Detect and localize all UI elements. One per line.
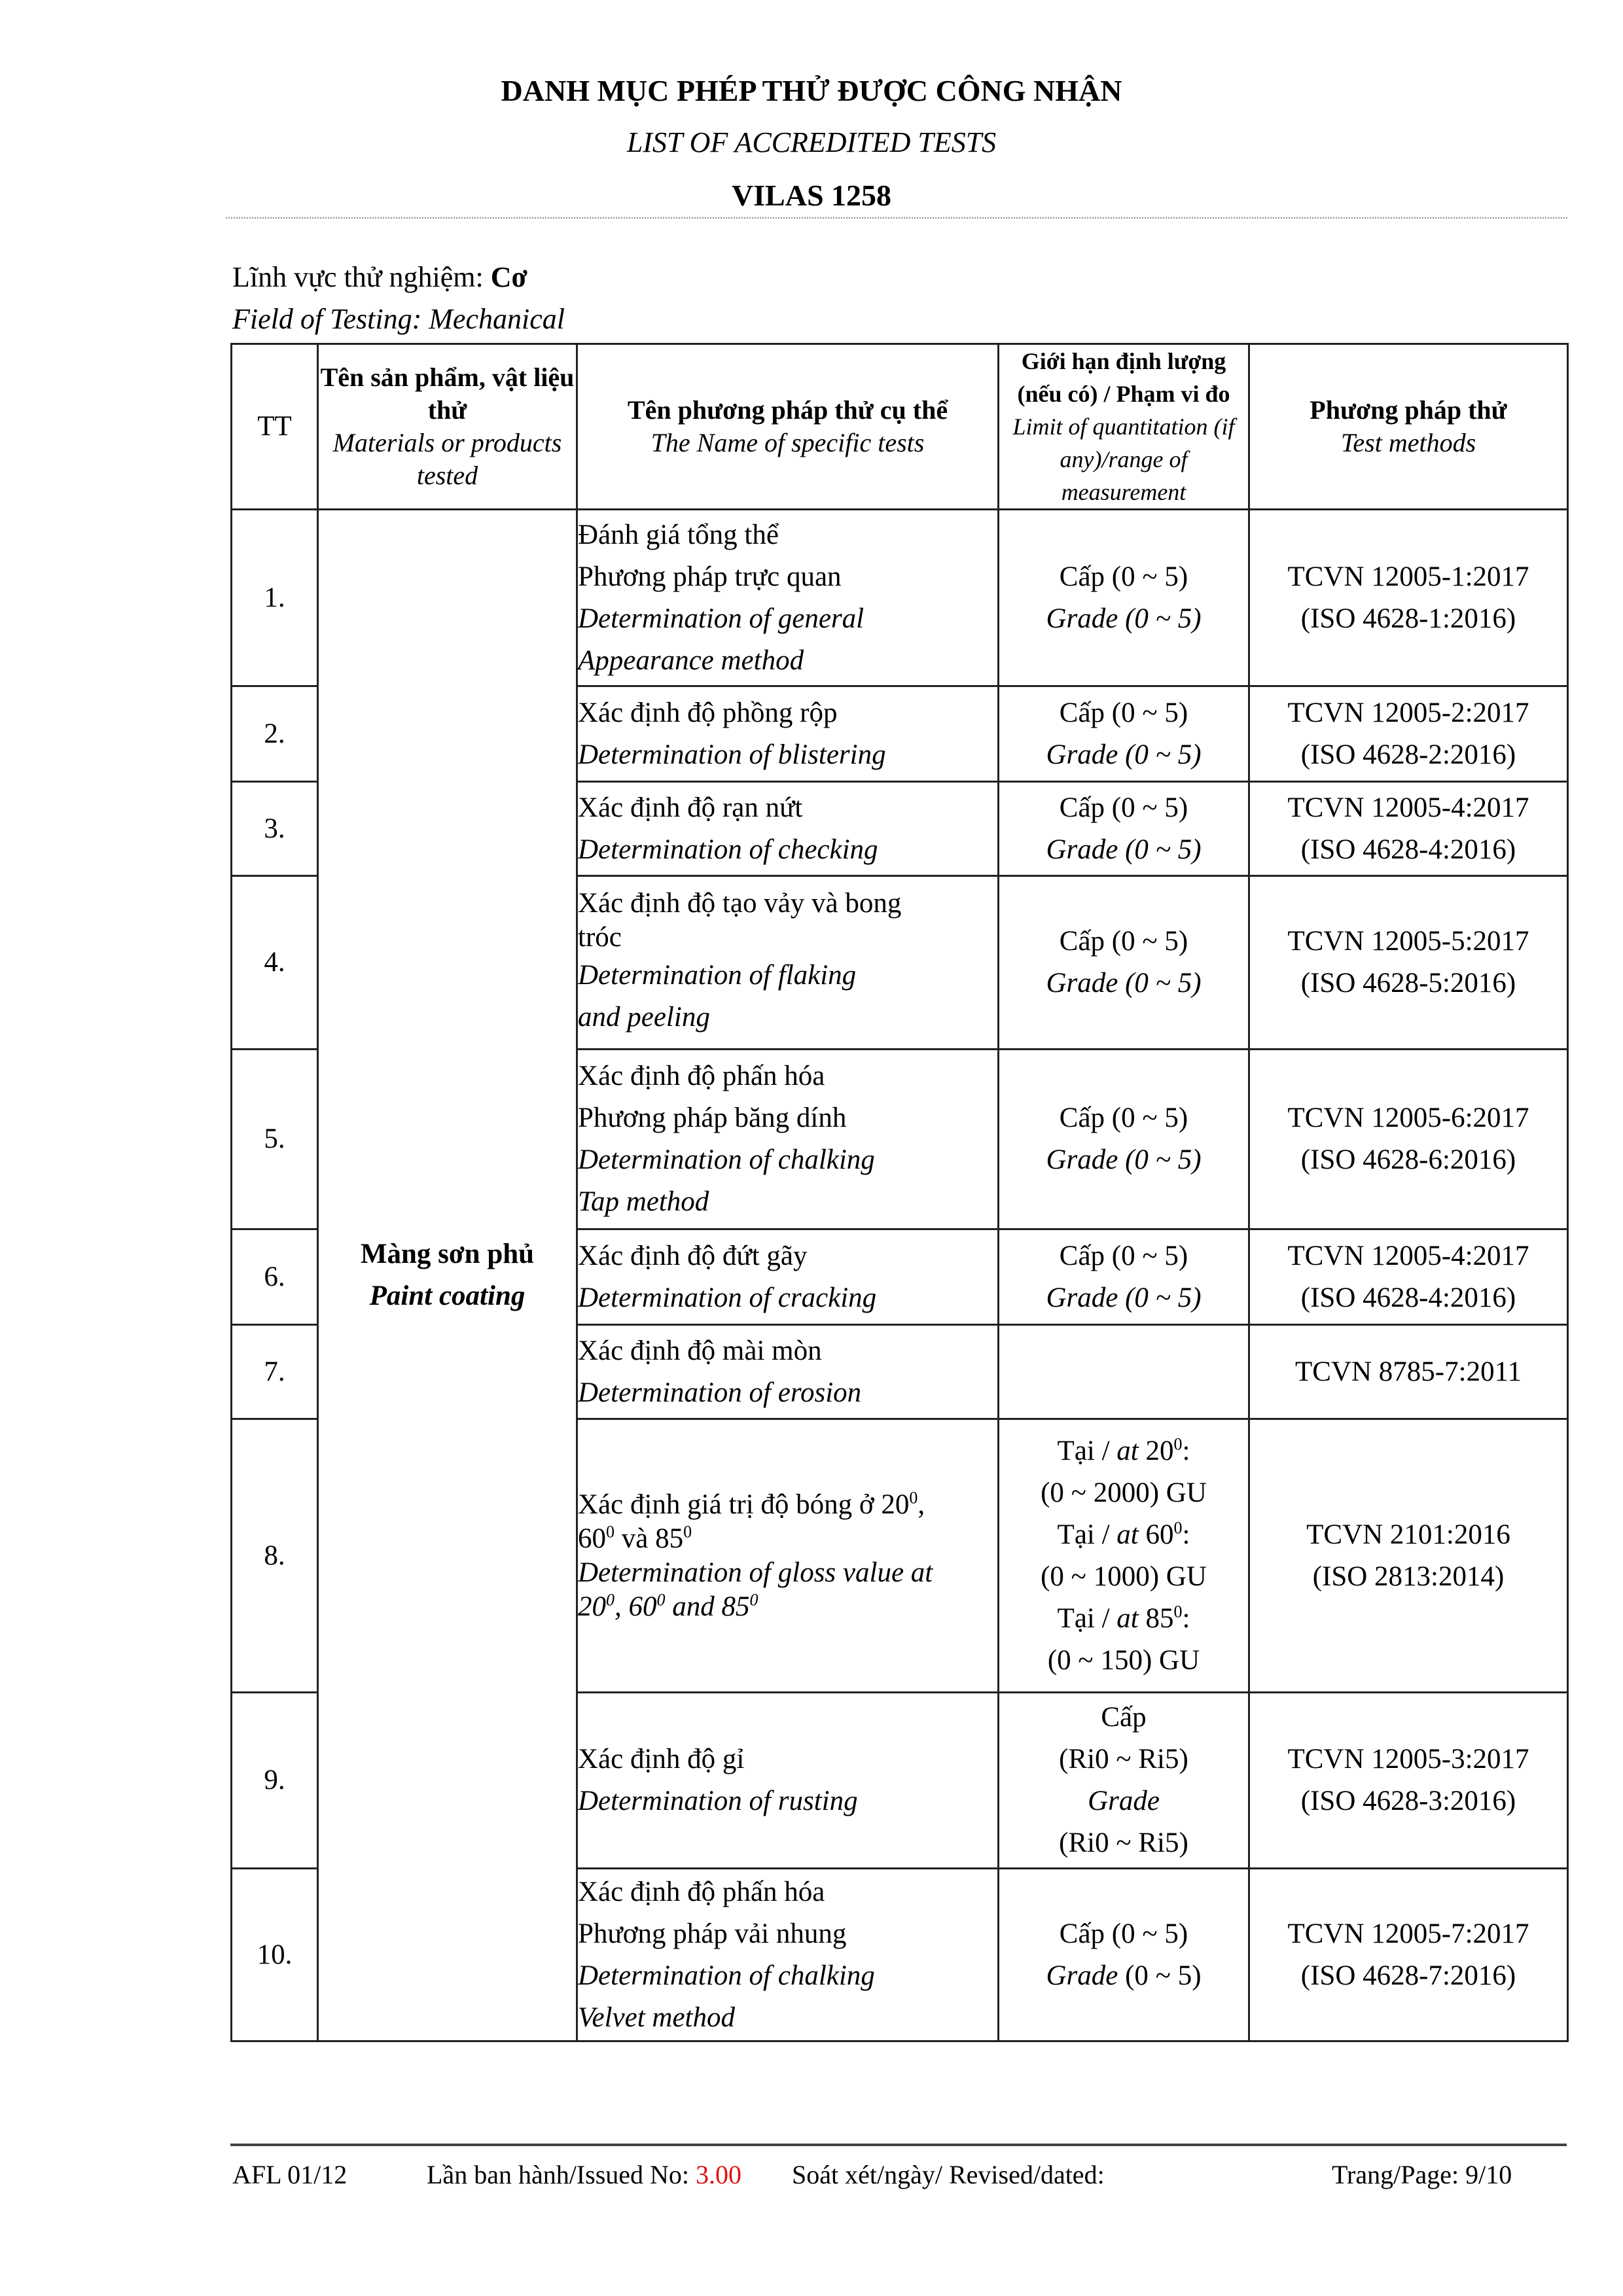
limit-range: Tại / at $20^0$: (0 ~ 2000) GU Tại / at $60^0$: (0 ~ 1000) GU Tại / at $85^0$: (0 ~ 150) GU bbox=[999, 1419, 1249, 1693]
column-header-material: Tên sản phẩm, vật liệu thử Materials or products tested bbox=[318, 344, 577, 510]
gloss-angle-20: Tại / at $20^0$: bbox=[1057, 1434, 1190, 1466]
test-method: TCVN 12005-4:2017 (ISO 4628-4:2016) bbox=[1249, 782, 1568, 876]
page-number: Trang/Page: 9/10 bbox=[1332, 2160, 1512, 2189]
test-name: Xác định độ phấn hóa Phương pháp băng dính Determination of chalking Tap method bbox=[577, 1050, 999, 1229]
test-method: TCVN 2101:2016 (ISO 2813:2014) bbox=[1249, 1419, 1568, 1693]
row-number: 8. bbox=[232, 1419, 318, 1693]
row-number: 3. bbox=[232, 782, 318, 876]
test-name: Xác định độ đứt gãy Determination of cracking bbox=[577, 1229, 999, 1325]
test-method: TCVN 12005-3:2017 (ISO 4628-3:2016) bbox=[1249, 1693, 1568, 1869]
test-method: TCVN 12005-7:2017 (ISO 4628-7:2016) bbox=[1249, 1869, 1568, 2041]
limit-range bbox=[999, 1325, 1249, 1419]
limit-range: Cấp (0 ~ 5) Grade (0 ~ 5) bbox=[999, 876, 1249, 1050]
test-method: TCVN 12005-2:2017 (ISO 4628-2:2016) bbox=[1249, 686, 1568, 782]
row-number: 2. bbox=[232, 686, 318, 782]
test-name: Xác định độ phấn hóa Phương pháp vải nhung Determination of chalking Velvet method bbox=[577, 1869, 999, 2041]
limit-range: Cấp (0 ~ 5) Grade (0 ~ 5) bbox=[999, 510, 1249, 686]
test-method: TCVN 8785-7:2011 bbox=[1249, 1325, 1568, 1419]
gloss-angle-60: Tại / at $60^0$: bbox=[1057, 1518, 1190, 1550]
test-name: Đánh giá tổng thể Phương pháp trực quan Determination of general Appearance method bbox=[577, 510, 999, 686]
column-header-tt: TT bbox=[232, 344, 318, 510]
document-subtitle: LIST OF ACCREDITED TESTS bbox=[626, 126, 997, 158]
issued-value: 3.00 bbox=[696, 2160, 742, 2189]
accredited-tests-table bbox=[230, 343, 1569, 2042]
document-title: DANH MỤC PHÉP THỬ ĐƯỢC CÔNG NHẬN bbox=[501, 74, 1122, 107]
limit-range: Cấp (0 ~ 5) Grade (0 ~ 5) bbox=[999, 782, 1249, 876]
table-header-row bbox=[232, 344, 1568, 510]
field-label-vn: Lĩnh vực thử nghiệm: bbox=[232, 261, 491, 293]
row-number: 7. bbox=[232, 1325, 318, 1419]
field-of-testing-vn bbox=[232, 260, 527, 294]
test-method: TCVN 12005-4:2017 (ISO 4628-4:2016) bbox=[1249, 1229, 1568, 1325]
field-of-testing-en: Field of Testing: Mechanical bbox=[232, 303, 565, 335]
test-name: Xác định độ mài mòn Determination of erosion bbox=[577, 1325, 999, 1419]
test-method: TCVN 12005-5:2017 (ISO 4628-5:2016) bbox=[1249, 876, 1568, 1050]
column-header-limit: Giới hạn định lượng (nếu có) / Phạm vi đo Limit of quantitation (if any)/range of measurement bbox=[999, 344, 1249, 510]
table-row bbox=[232, 510, 1568, 686]
form-code: AFL 01/12 bbox=[232, 2160, 348, 2189]
test-name: Xác định độ tạo vảy và bong tróc Determination of flaking and peeling bbox=[577, 876, 999, 1050]
limit-range: Cấp (0 ~ 5) Grade (0 ~ 5) bbox=[999, 1229, 1249, 1325]
limit-range: Cấp (0 ~ 5) Grade (0 ~ 5) bbox=[999, 686, 1249, 782]
gloss-angle-85: Tại / at $85^0$: bbox=[1057, 1602, 1190, 1634]
row-number: 10. bbox=[232, 1869, 318, 2041]
limit-range: Cấp (0 ~ 5) Grade (0 ~ 5) bbox=[999, 1869, 1249, 2041]
revised-dated: Soát xét/ngày/ Revised/dated: bbox=[792, 2160, 1105, 2189]
field-value-vn: Cơ bbox=[490, 261, 527, 293]
row-number: 6. bbox=[232, 1229, 318, 1325]
test-method: TCVN 12005-6:2017 (ISO 4628-6:2016) bbox=[1249, 1050, 1568, 1229]
material-cell: Màng sơn phủ Paint coating bbox=[318, 510, 577, 2041]
issued-number: Lần ban hành/Issued No: 3.00 bbox=[427, 2160, 742, 2189]
footer-divider bbox=[230, 2144, 1567, 2146]
limit-range: Cấp (0 ~ 5) Grade (0 ~ 5) bbox=[999, 1050, 1249, 1229]
test-method: TCVN 12005-1:2017 (ISO 4628-1:2016) bbox=[1249, 510, 1568, 686]
header-divider bbox=[226, 217, 1567, 219]
test-name: Xác định độ rạn nứt Determination of checking bbox=[577, 782, 999, 876]
test-name: Xác định độ gỉ Determination of rusting bbox=[577, 1693, 999, 1869]
limit-range: Cấp (Ri0 ~ Ri5) Grade (Ri0 ~ Ri5) bbox=[999, 1693, 1249, 1869]
column-header-test-name: Tên phương pháp thử cụ thể The Name of specific tests bbox=[577, 344, 999, 510]
row-number: 5. bbox=[232, 1050, 318, 1229]
column-header-method: Phương pháp thử Test methods bbox=[1249, 344, 1568, 510]
row-number: 9. bbox=[232, 1693, 318, 1869]
test-name: Xác định độ phồng rộp Determination of blistering bbox=[577, 686, 999, 782]
row-number: 1. bbox=[232, 510, 318, 686]
test-name: Xác định giá trị độ bóng ở $20^0$, $60^0$ và $85^0$ Determination of gloss value at $20^0$, $60^0$ and $85^0$ bbox=[577, 1419, 999, 1693]
row-number: 4. bbox=[232, 876, 318, 1050]
accreditation-code: VILAS 1258 bbox=[731, 179, 892, 212]
